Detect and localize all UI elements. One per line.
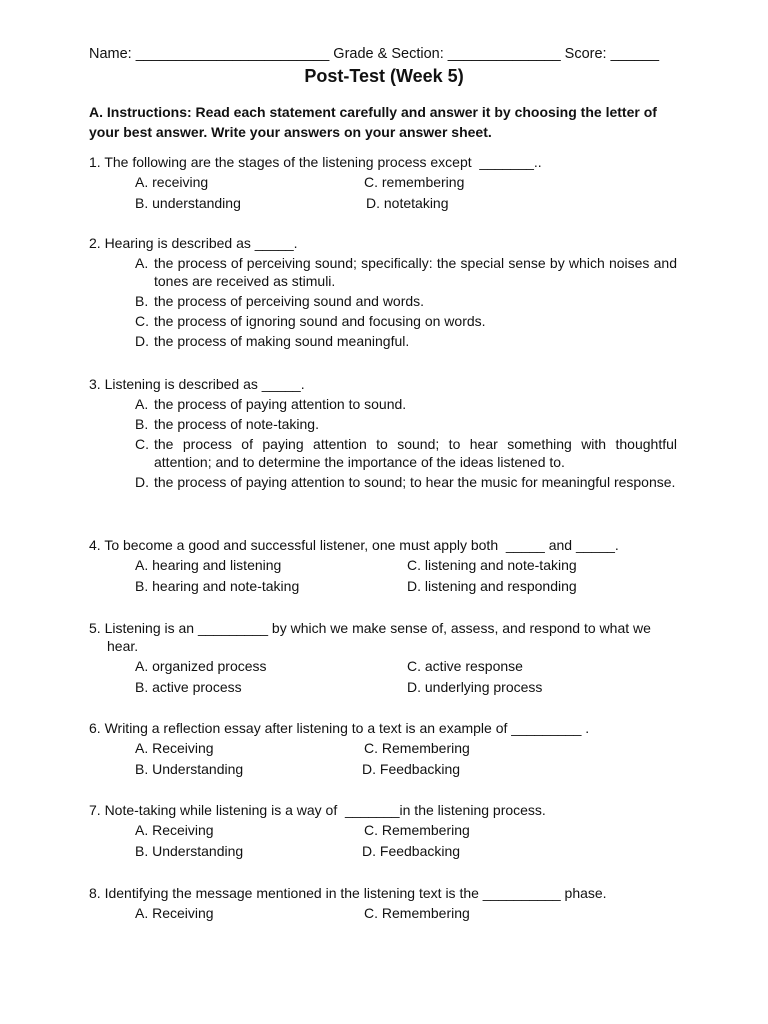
option-d	[135, 332, 677, 350]
option-row	[89, 902, 679, 923]
option-row	[89, 554, 679, 575]
option-c	[135, 312, 677, 330]
option-text: the process of paying attention to sound.	[154, 396, 407, 412]
option-b: B. Understanding	[135, 843, 244, 859]
option-letter: B.	[135, 293, 149, 309]
option-d: D. Feedbacking	[362, 761, 461, 777]
option-row	[89, 575, 679, 596]
option-text: the process of paying attention to sound; to hear the music for meaningful response.	[154, 474, 676, 490]
question-2	[89, 234, 679, 350]
option-row	[89, 171, 679, 192]
option-b: B. hearing and note-taking	[135, 578, 300, 594]
option-b	[135, 292, 677, 310]
student-info-line: Name: ________________________ Grade & Section: ______________ Score: ______	[89, 46, 660, 62]
option-letter: D.	[135, 474, 149, 490]
instructions: A. Instructions: Read each statement carefully and answer it by choosing the letter of your best answer. Write your answers on your answer sheet.	[89, 104, 657, 140]
question-stem: 7. Note-taking while listening is a way of _______in the listening process.	[89, 802, 546, 818]
question-stem: 3. Listening is described as _____.	[89, 376, 305, 392]
option-c: C. Remembering	[364, 822, 470, 838]
option-row	[89, 758, 679, 779]
page-title: Post-Test (Week 5)	[304, 66, 464, 86]
question-stem: 1. The following are the stages of the listening process except _______..	[89, 154, 542, 170]
option-a	[135, 395, 677, 413]
question-4	[89, 536, 679, 596]
option-a: A. hearing and listening	[135, 557, 282, 573]
option-a: A. Receiving	[135, 905, 214, 921]
question-6	[89, 719, 679, 779]
option-d: D. listening and responding	[407, 578, 577, 594]
option-c: C. remembering	[364, 174, 465, 190]
question-stem: 4. To become a good and successful listener, one must apply both _____ and _____.	[89, 537, 619, 553]
question-stem: 6. Writing a reflection essay after listening to a text is an example of _________ .	[89, 720, 590, 736]
option-b	[135, 415, 677, 433]
option-row	[89, 676, 679, 697]
option-a: A. Receiving	[135, 740, 214, 756]
option-c: C. listening and note-taking	[407, 557, 577, 573]
option-text: the process of note-taking.	[154, 416, 319, 432]
option-b: B. active process	[135, 679, 242, 695]
option-a: A. organized process	[135, 658, 267, 674]
option-letter: A.	[135, 396, 149, 412]
question-stem: 5. Listening is an _________ by which we make sense of, assess, and respond to what we hear.	[89, 620, 655, 654]
option-letter: A.	[135, 255, 149, 271]
question-7	[89, 801, 679, 861]
question-3	[89, 375, 679, 491]
question-stem: 8. Identifying the message mentioned in the listening text is the __________ phase.	[89, 885, 607, 901]
question-8	[89, 884, 679, 923]
option-d: D. underlying process	[407, 679, 543, 695]
option-c: C. Remembering	[364, 740, 470, 756]
option-list	[135, 254, 677, 350]
option-text: the process of making sound meaningful.	[154, 333, 410, 349]
question-stem: 2. Hearing is described as _____.	[89, 235, 298, 251]
option-text: the process of paying attention to sound; to hear something with thoughtful attention; and to determine the importance of the ideas listened to.	[154, 436, 677, 470]
option-a: A. Receiving	[135, 822, 214, 838]
option-b: B. understanding	[135, 195, 241, 211]
option-text: the process of perceiving sound; specifically: the special sense by which noises and tones are received as stimuli.	[154, 255, 677, 289]
option-letter: C.	[135, 436, 149, 452]
option-row	[89, 819, 679, 840]
option-letter: C.	[135, 313, 149, 329]
option-c	[135, 435, 677, 471]
question-1	[89, 153, 679, 213]
option-row	[89, 192, 679, 213]
option-row	[89, 655, 679, 676]
option-text: the process of perceiving sound and words.	[154, 293, 425, 309]
question-5	[89, 619, 679, 697]
option-d	[135, 473, 677, 491]
option-a: A. receiving	[135, 174, 209, 190]
option-row	[89, 840, 679, 861]
option-letter: B.	[135, 416, 149, 432]
option-list	[135, 395, 677, 491]
option-c: C. active response	[407, 658, 523, 674]
option-text: the process of ignoring sound and focusing on words.	[154, 313, 486, 329]
option-letter: D.	[135, 333, 149, 349]
option-row	[89, 737, 679, 758]
option-a	[135, 254, 677, 290]
option-d: D. Feedbacking	[362, 843, 461, 859]
option-c: C. Remembering	[364, 905, 470, 921]
option-b: B. Understanding	[135, 761, 244, 777]
option-d: D. notetaking	[366, 195, 449, 211]
